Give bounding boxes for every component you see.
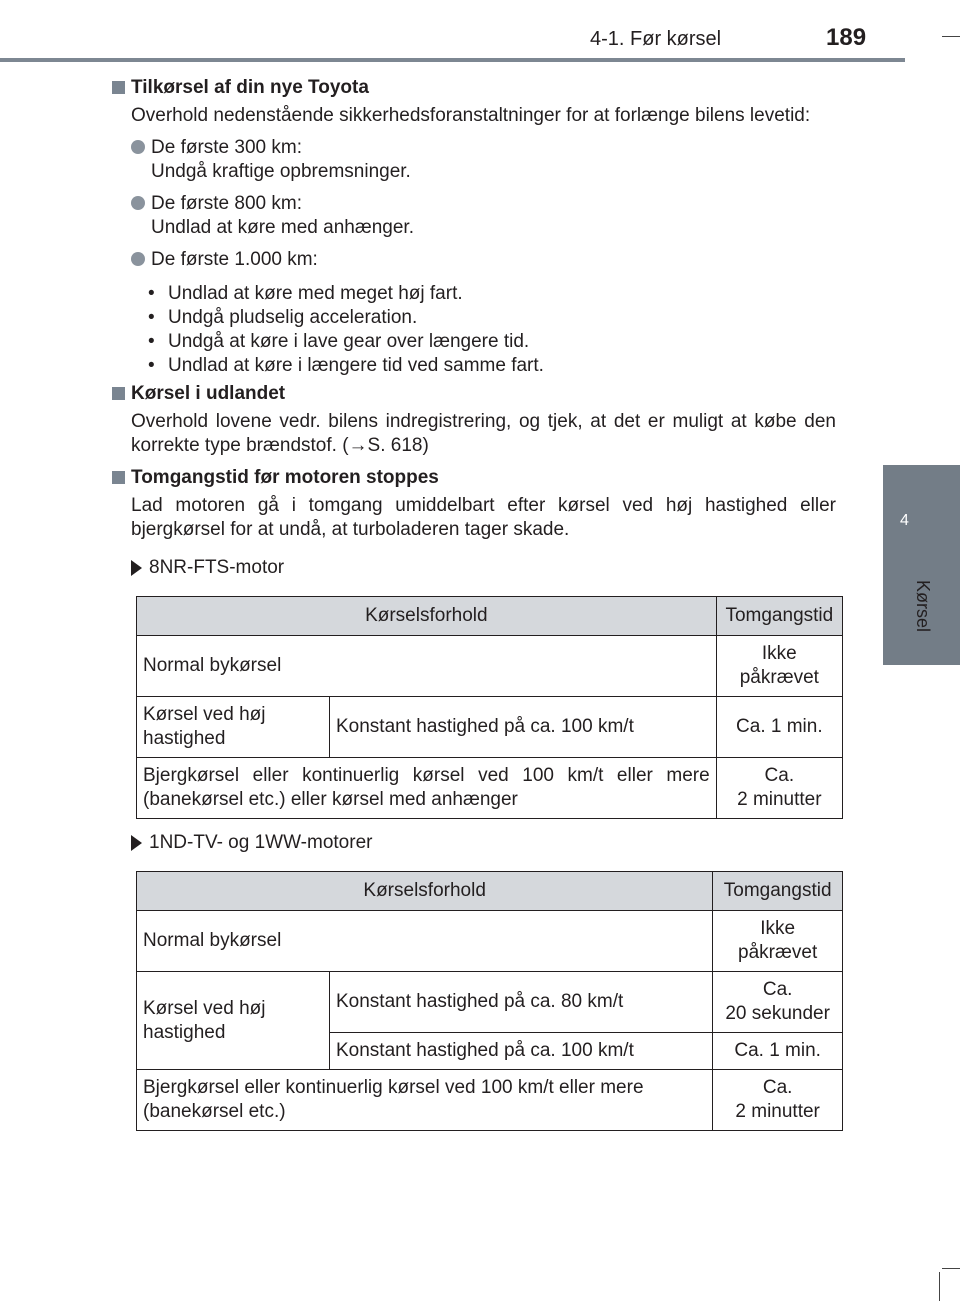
table-header: Kørselsforhold [137,872,713,911]
square-bullet-icon [112,387,125,400]
list-item: De første 1.000 km: [131,248,836,272]
chapter-number: 4 [900,512,909,529]
table-header: Tomgangstid [716,597,842,636]
page-number: 189 [826,24,867,51]
list-item: De første 300 km: Undgå kraftige opbremsninger. [131,136,836,184]
sub-list-item: • Undlad at køre i længere tid ved samme fart. [148,355,544,376]
chapter-tab [883,465,960,665]
main-content [111,72,836,1131]
square-bullet-icon [112,471,125,484]
list-item: De første 800 km: Undlad at køre med anhænger. [131,192,836,240]
arrow-right-icon [131,835,142,851]
sub-list-item: • Undlad at køre med meget høj fart. [148,283,463,304]
table-row: Kørsel ved høj hastighed Konstant hastighed på ca. 80 km/t Ca. 20 sekunder [137,972,843,1033]
table-row: Bjergkørsel eller kontinuerlig kørsel ved 100 km/t eller mere (banekørsel etc.) eller kørsel med anhænger Ca. 2 minutter [137,758,843,819]
engine-label: 8NR-FTS-motor [131,556,836,580]
table-header: Tomgangstid [713,872,843,911]
circle-bullet-icon [131,140,145,154]
crop-mark [942,1268,960,1269]
table-header: Kørselsforhold [137,597,717,636]
idle-time-table-2 [136,871,843,1131]
crop-mark [939,1272,940,1301]
section-heading: Kørsel i udlandet [111,382,836,406]
sub-list-item: • Undgå at køre i lave gear over længere tid. [148,331,530,352]
section-heading: Tomgangstid før motoren stoppes [111,466,836,490]
engine-label: 1ND-TV- og 1WW-motorer [131,831,836,855]
arrow-right-icon [131,560,142,576]
paragraph: Lad motoren gå i tomgang umiddelbart efter kørsel ved høj hastighed eller bjergkørsel for at undå, at turboladeren tager skade. [131,495,836,540]
paragraph: Overhold lovene vedr. bilens indregistrering, og tjek, at det er muligt at købe den korrekte type brændstof. (→S. 618) [131,411,836,456]
section-title: 4-1. Før kørsel [590,28,722,50]
circle-bullet-icon [131,196,145,210]
paragraph: Overhold nedenstående sikkerhedsforanstaltninger for at forlænge bilens levetid: [131,105,811,126]
header-rule [0,58,905,62]
idle-time-table-1 [136,596,843,819]
section-heading: Tilkørsel af din nye Toyota [111,76,836,100]
table-row: Kørsel ved høj hastighed Konstant hastighed på ca. 100 km/t Ca. 1 min. [137,697,843,758]
circle-bullet-icon [131,252,145,266]
chapter-label: Kørsel [913,580,933,633]
table-row: Konstant hastighed på ca. 100 km/t Ca. 1 min. [137,1033,843,1070]
sub-list-item: • Undgå pludselig acceleration. [148,307,418,328]
crop-mark [942,36,960,37]
table-row: Normal bykørsel Ikke påkrævet [137,636,843,697]
table-row: Bjergkørsel eller kontinuerlig kørsel ved 100 km/t eller mere (banekørsel etc.) Ca. 2 minutter [137,1070,843,1131]
table-row: Normal bykørsel Ikke påkrævet [137,911,843,972]
square-bullet-icon [112,81,125,94]
